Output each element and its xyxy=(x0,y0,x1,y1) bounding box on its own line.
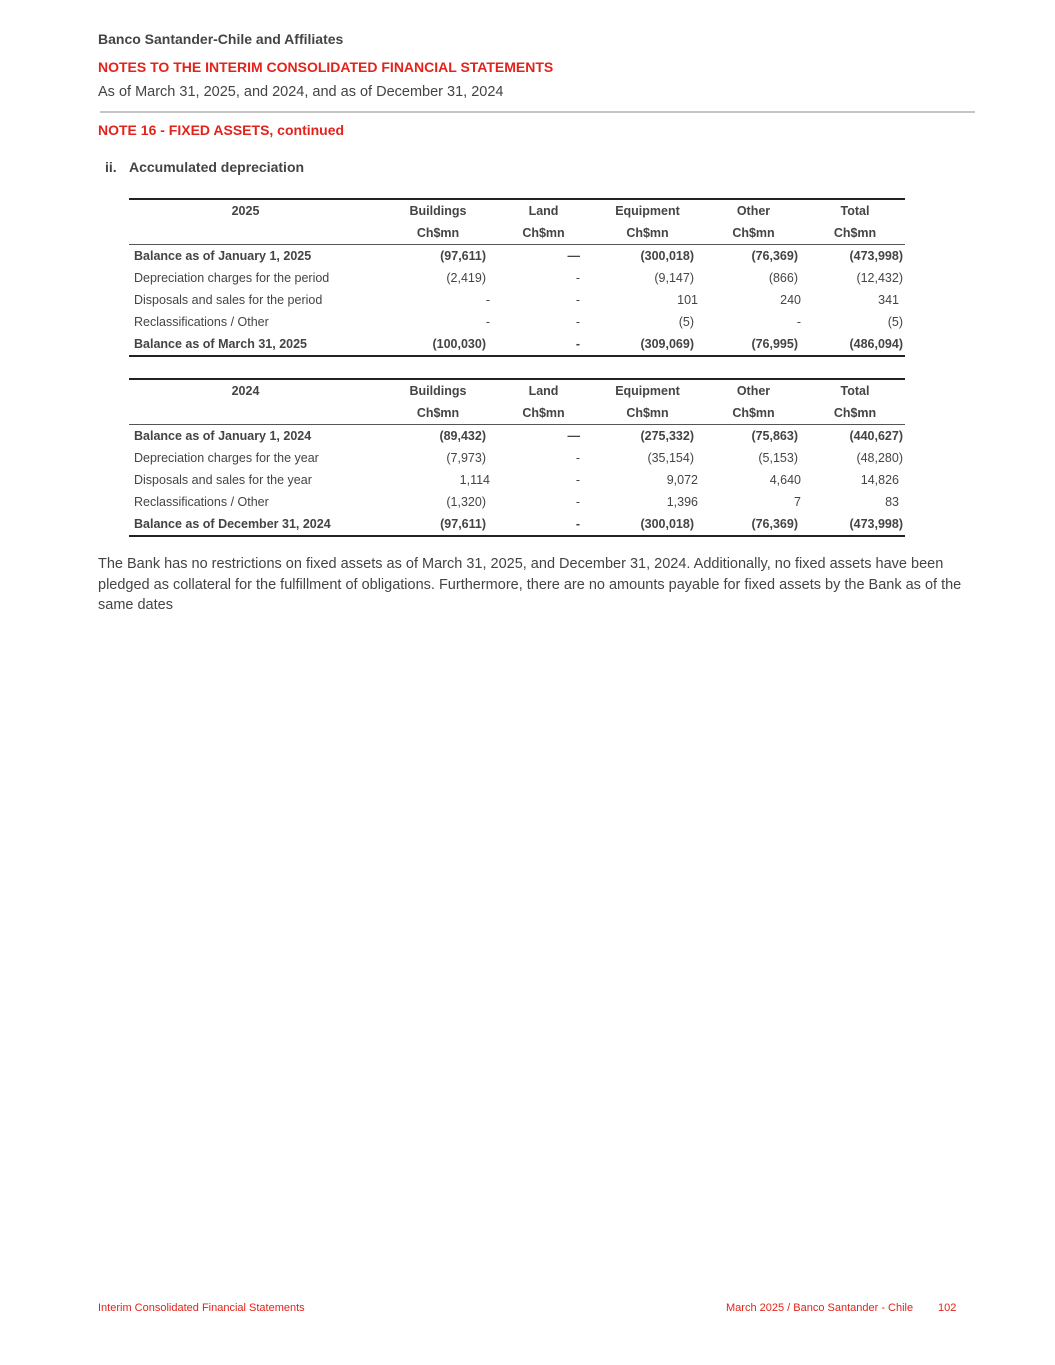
company-name: Banco Santander-Chile and Affiliates xyxy=(98,31,344,47)
cell-land: - xyxy=(575,451,580,465)
cell-land: - xyxy=(575,271,580,285)
table-row xyxy=(129,333,905,356)
unit-row xyxy=(129,222,905,245)
cell-total: 341 xyxy=(878,293,899,307)
cell-other: (76,369) xyxy=(702,513,805,536)
table-row xyxy=(129,245,905,268)
column-header-land: Land xyxy=(494,379,593,402)
cell-equipment: (35,154) xyxy=(647,451,694,465)
unit-label: Ch$mn xyxy=(494,402,593,425)
cell-total: 83 xyxy=(885,495,899,509)
cell-equipment: (300,018) xyxy=(640,249,694,263)
cell-land: - xyxy=(575,293,580,307)
row-label: Balance as of January 1, 2024 xyxy=(134,429,312,443)
cell-total: (486,094) xyxy=(805,333,905,356)
row-label: Reclassifications / Other xyxy=(134,495,269,509)
section-numeral: ii. xyxy=(105,159,117,175)
cell-other: 240 xyxy=(780,293,801,307)
section-heading xyxy=(105,159,304,175)
row-label: Disposals and sales for the period xyxy=(134,293,323,307)
notes-title: NOTES TO THE INTERIM CONSOLIDATED FINANCIAL STATEMENTS xyxy=(98,59,554,75)
column-header-land: Land xyxy=(494,199,593,222)
note-title: NOTE 16 - FIXED ASSETS, continued xyxy=(98,122,345,138)
unit-label: Ch$mn xyxy=(702,222,805,245)
unit-label: Ch$mn xyxy=(805,222,905,245)
page-number: 102 xyxy=(938,1302,957,1314)
cell-other: 7 xyxy=(794,495,801,509)
depreciation-table-2025 xyxy=(129,198,905,357)
cell-equipment: (5) xyxy=(678,315,694,329)
cell-buildings: (100,030) xyxy=(362,333,494,356)
cell-buildings: (7,973) xyxy=(446,451,486,465)
table-row xyxy=(129,447,905,469)
footer-document-title: Interim Consolidated Financial Statements xyxy=(98,1302,305,1314)
unit-row xyxy=(129,402,905,425)
column-header-total: Total xyxy=(805,379,905,402)
cell-other: (5,153) xyxy=(758,451,798,465)
cell-total: 14,826 xyxy=(860,473,899,487)
table-row xyxy=(129,311,905,333)
cell-equipment: 1,396 xyxy=(666,495,698,509)
restrictions-paragraph: The Bank has no restrictions on fixed assets as of March 31, 2025, and December 31, 2024. Additionally, no fixed assets have been pledged as collateral for the fulfillment of obligations. Furthermore, there are no amounts payable for fixed assets by the Bank as of the same dates xyxy=(98,556,962,613)
cell-other: (76,995) xyxy=(702,333,805,356)
unit-label: Ch$mn xyxy=(593,222,702,245)
cell-land: - xyxy=(494,333,593,356)
cell-buildings: (1,320) xyxy=(446,495,486,509)
cell-equipment: 9,072 xyxy=(666,473,698,487)
row-label: Depreciation charges for the year xyxy=(134,451,319,465)
section-title: Accumulated depreciation xyxy=(129,159,305,175)
cell-equipment: 101 xyxy=(677,293,698,307)
as-of-date: As of March 31, 2025, and 2024, and as of December 31, 2024 xyxy=(98,84,504,100)
row-label: Balance as of December 31, 2024 xyxy=(129,513,362,536)
cell-equipment: (275,332) xyxy=(640,429,694,443)
unit-label: Ch$mn xyxy=(593,402,702,425)
cell-land: - xyxy=(494,513,593,536)
column-header-equipment: Equipment xyxy=(593,379,702,402)
cell-land: - xyxy=(575,315,580,329)
table-row xyxy=(129,267,905,289)
cell-total: (5) xyxy=(887,315,903,329)
table-row xyxy=(129,469,905,491)
header-row xyxy=(129,199,905,222)
cell-buildings: (2,419) xyxy=(446,271,486,285)
year-header: 2024 xyxy=(129,379,362,402)
cell-land: — xyxy=(567,249,580,263)
year-header: 2025 xyxy=(129,199,362,222)
table-row xyxy=(129,513,905,536)
cell-total: (48,280) xyxy=(856,451,903,465)
cell-buildings: - xyxy=(485,293,490,307)
cell-buildings: (97,611) xyxy=(362,513,494,536)
unit-label: Ch$mn xyxy=(362,402,494,425)
column-header-other: Other xyxy=(702,379,805,402)
cell-other: (75,863) xyxy=(751,429,798,443)
table-row xyxy=(129,491,905,513)
cell-buildings: - xyxy=(485,315,490,329)
cell-other: 4,640 xyxy=(769,473,801,487)
cell-land: - xyxy=(575,495,580,509)
header-row xyxy=(129,379,905,402)
unit-label: Ch$mn xyxy=(702,402,805,425)
column-header-buildings: Buildings xyxy=(362,379,494,402)
row-label: Disposals and sales for the year xyxy=(134,473,312,487)
footer-report-info: March 2025 / Banco Santander - Chile xyxy=(726,1302,914,1314)
cell-other: (866) xyxy=(768,271,798,285)
cell-total: (473,998) xyxy=(849,249,903,263)
cell-buildings: (97,611) xyxy=(440,249,486,263)
cell-total: (473,998) xyxy=(805,513,905,536)
table-row xyxy=(129,425,905,448)
cell-other: - xyxy=(796,315,801,329)
column-header-equipment: Equipment xyxy=(593,199,702,222)
depreciation-table-2024 xyxy=(129,378,905,537)
row-label: Balance as of March 31, 2025 xyxy=(129,333,362,356)
column-header-total: Total xyxy=(805,199,905,222)
cell-equipment: (309,069) xyxy=(593,333,702,356)
row-label: Depreciation charges for the period xyxy=(134,271,330,285)
cell-other: (76,369) xyxy=(751,249,798,263)
unit-label: Ch$mn xyxy=(494,222,593,245)
header-divider xyxy=(100,111,975,113)
column-header-other: Other xyxy=(702,199,805,222)
cell-total: (12,432) xyxy=(856,271,903,285)
unit-label: Ch$mn xyxy=(805,402,905,425)
table-row xyxy=(129,289,905,311)
cell-equipment: (300,018) xyxy=(593,513,702,536)
cell-total: (440,627) xyxy=(849,429,903,443)
cell-land: — xyxy=(567,429,580,443)
unit-label: Ch$mn xyxy=(362,222,494,245)
cell-buildings: (89,432) xyxy=(439,429,486,443)
cell-land: - xyxy=(575,473,580,487)
cell-equipment: (9,147) xyxy=(654,271,694,285)
column-header-buildings: Buildings xyxy=(362,199,494,222)
row-label: Reclassifications / Other xyxy=(134,315,269,329)
cell-buildings: 1,114 xyxy=(459,473,490,487)
row-label: Balance as of January 1, 2025 xyxy=(134,249,312,263)
